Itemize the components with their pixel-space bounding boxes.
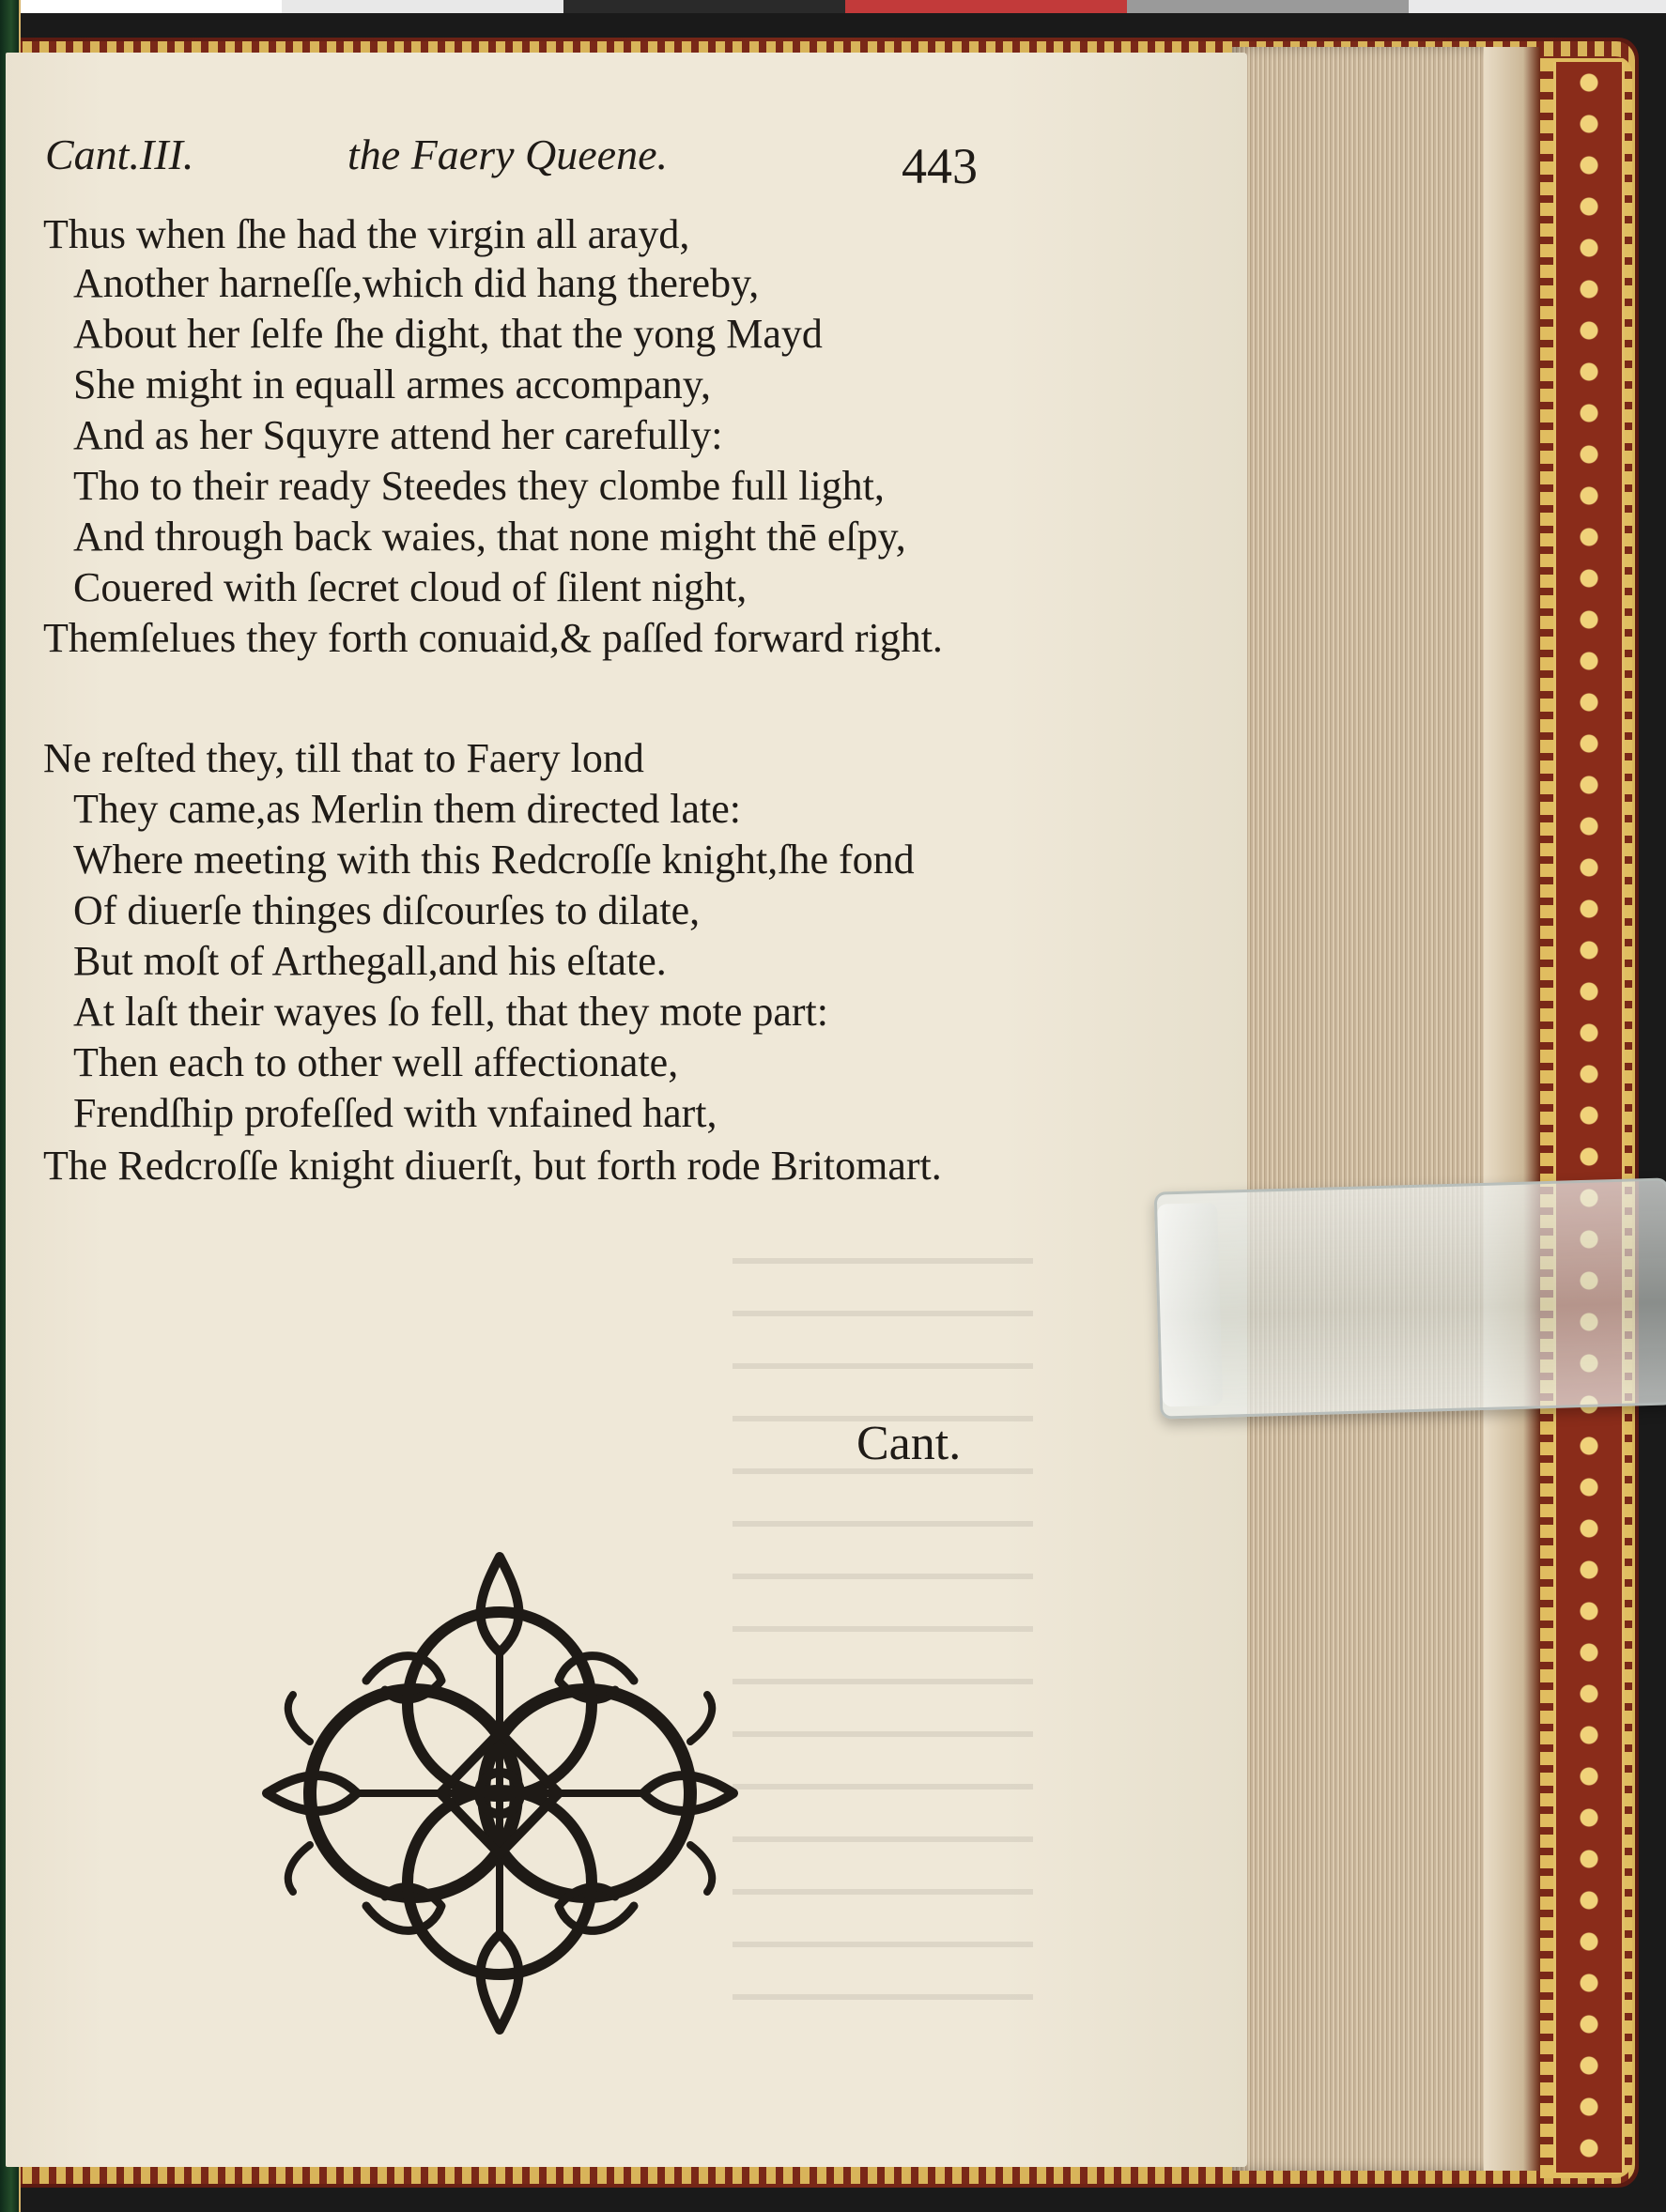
- verse-line: The Redcroſſe knight diuerſt, but forth rode Britomart.: [43, 1143, 942, 1189]
- verse-line: At laſt their wayes ſo fell, that they mote part:: [73, 989, 828, 1035]
- verse-line: She might in equall armes accompany,: [73, 361, 711, 407]
- verse-line: Of diuerſe thinges diſcourſes to dilate,: [73, 887, 701, 933]
- page-edges: [1232, 47, 1540, 2171]
- verse-line: Themſelues they forth conuaid,& paſſed forward right.: [43, 615, 943, 661]
- verse-line: But moſt of Arthegall,and his eſtate.: [73, 938, 667, 984]
- verse-line: Frendſhip profeſſed with vnfained hart,: [73, 1090, 717, 1136]
- verse-line: Couered with ſecret cloud of ſilent night,: [73, 564, 748, 610]
- calibration-swatch: [1127, 0, 1409, 13]
- scan-calibration-strip: [0, 0, 1666, 13]
- verse-line: Another harneſſe,which did hang thereby,: [73, 260, 760, 306]
- verse-line: Thus when ſhe had the virgin all arayd,: [43, 211, 690, 257]
- floral-ornament-icon: [254, 1540, 747, 2047]
- verse-line: Ne reſted they, till that to Faery lond: [43, 735, 644, 781]
- page-clip: [1154, 1177, 1666, 1419]
- calibration-swatch: [845, 0, 1127, 13]
- calibration-swatch: [282, 0, 563, 13]
- verse-line: Tho to their ready Steedes they clombe full light,: [73, 463, 885, 509]
- verse-line: They came,as Merlin them directed late:: [73, 786, 742, 832]
- verse-line: About her ſelfe ſhe dight, that the yong Mayd: [73, 311, 823, 357]
- verse-line: Where meeting with this Redcroſſe knight,ſhe fond: [73, 837, 915, 883]
- page-number: 443: [902, 138, 978, 194]
- gilt-side-border: [1540, 56, 1632, 2178]
- verse-line: And as her Squyre attend her carefully:: [73, 412, 723, 458]
- verse-line: Then each to other well affectionate,: [73, 1039, 679, 1085]
- canto-label: Cant.III.: [45, 131, 194, 178]
- running-title: the Faery Queene.: [347, 131, 669, 178]
- calibration-swatch: [0, 0, 282, 13]
- calibration-swatch: [563, 0, 845, 13]
- catchword: Cant.: [856, 1417, 962, 1470]
- verse-line: And through back waies, that none might thē eſpy,: [73, 514, 906, 560]
